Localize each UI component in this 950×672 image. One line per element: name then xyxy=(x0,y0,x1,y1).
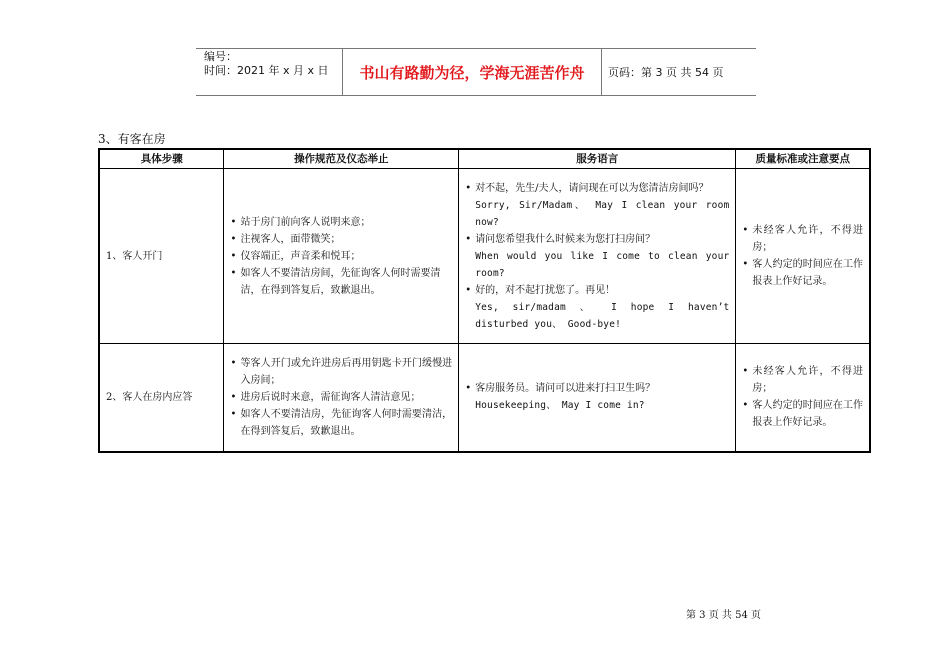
table-row xyxy=(99,169,870,344)
phrase-zh: • 客房服务员。请问可以进来打扫卫生吗？ xyxy=(475,383,656,395)
table-row xyxy=(99,344,870,452)
phrase-en: Yes, sir/madam 、 I hope I haven’t disturbed you、 Good-bye! xyxy=(475,301,730,330)
standards-cell xyxy=(736,169,870,344)
list-item: • 未经客人允许，不得进房； xyxy=(742,222,863,256)
page-code: 页码：第 3 页 共 54 页 xyxy=(608,66,724,79)
list-item: • 站于房门前向客人说明来意； xyxy=(230,214,452,231)
column-header: 具体步骤 xyxy=(99,149,224,169)
list-item: • 未经客人允许，不得进房； xyxy=(742,363,863,397)
phrase-en: Sorry, Sir/Madam、 May I clean your room now? xyxy=(475,199,730,228)
operations-cell xyxy=(224,344,459,452)
step-cell: 2、客人在房内应答 xyxy=(99,344,224,452)
list-item: • 注视客人，面带微笑； xyxy=(230,231,452,248)
phrase-en: When would you like I come to clean your room? xyxy=(475,250,730,279)
time-label: 时间：2021 年 x 月 x 日 xyxy=(204,64,329,77)
phrase-en: Housekeeping、 May I come in? xyxy=(475,400,645,412)
step-cell: 1、客人开门 xyxy=(99,169,224,344)
section-title: 3、有客在房 xyxy=(98,132,166,146)
list-item: • 进房后说时来意，需征询客人清洁意见； xyxy=(230,389,452,406)
phrase-zh: • 请问您希望我什么时候来为您打扫房间？ xyxy=(475,233,656,245)
number-label: 编号： xyxy=(204,50,237,63)
list-item xyxy=(465,180,729,231)
column-header: 操作规范及仪态举止 xyxy=(224,149,459,169)
language-cell xyxy=(459,169,736,344)
list-item: • 如客人不要清洁房间，先征询客人何时需要清洁，在得到答复后，致歉退出。 xyxy=(230,265,452,299)
phrase-zh: • 好的，对不起打扰您了。再见！ xyxy=(475,284,616,296)
procedure-table xyxy=(98,148,871,453)
list-item: • 等客人开门或允许进房后再用钥匙卡开门缓慢进入房间； xyxy=(230,355,452,389)
list-item xyxy=(465,231,729,282)
column-header: 服务语言 xyxy=(459,149,736,169)
header-meta xyxy=(204,50,329,78)
motto: 书山有路勤为径，学海无涯苦作舟 xyxy=(359,63,585,82)
phrase-zh: • 对不起，先生/夫人，请问现在可以为您清洁房间吗？ xyxy=(475,182,709,194)
list-item xyxy=(465,282,729,333)
list-item: • 仪容端正，声音柔和悦耳； xyxy=(230,248,452,265)
list-item: • 客人约定的时间应在工作报表上作好记录。 xyxy=(742,397,863,431)
standards-cell xyxy=(736,344,870,452)
list-item: • 如客人不要清洁房，先征询客人何时需要清洁，在得到答复后，致歉退出。 xyxy=(230,406,452,440)
page-footer: 第 3 页 共 54 页 xyxy=(686,610,761,621)
column-header: 质量标准或注意要点 xyxy=(736,149,870,169)
language-cell xyxy=(459,344,736,452)
list-item: • 客人约定的时间应在工作报表上作好记录。 xyxy=(742,256,863,290)
table-header-row xyxy=(99,149,870,169)
operations-cell xyxy=(224,169,459,344)
list-item xyxy=(465,380,729,414)
document-header xyxy=(196,48,756,96)
